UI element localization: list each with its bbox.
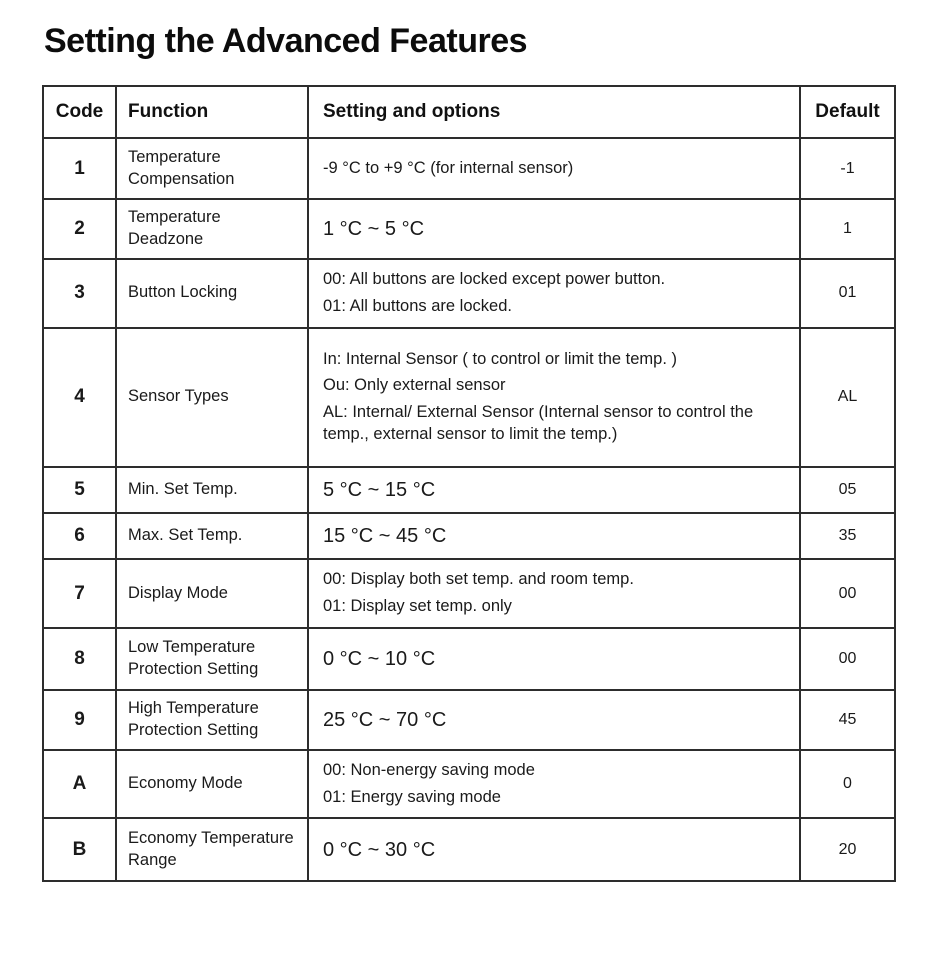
code-cell: B: [43, 818, 116, 881]
table-row: [43, 628, 895, 690]
option-line: 15 °C ~ 45 °C: [323, 524, 447, 547]
code-cell: 7: [43, 559, 116, 628]
option-line: 25 °C ~ 70 °C: [323, 708, 447, 731]
options-cell: [308, 690, 800, 750]
options-cell: [308, 750, 800, 819]
table-row: [43, 199, 895, 259]
table-body: [43, 138, 895, 881]
function-cell: High Temperature Protection Setting: [116, 690, 308, 750]
default-cell: 00: [800, 559, 895, 628]
default-cell: 1: [800, 199, 895, 259]
function-cell: Sensor Types: [116, 328, 308, 467]
options-cell: [308, 818, 800, 881]
function-cell: Max. Set Temp.: [116, 513, 308, 559]
options-cell: [308, 513, 800, 559]
option-line: In: Internal Sensor ( to control or limit the temp. ): [323, 349, 677, 368]
options-cell: [308, 138, 800, 199]
code-cell: 3: [43, 259, 116, 328]
table-row: [43, 467, 895, 513]
code-cell: 6: [43, 513, 116, 559]
table-row: [43, 259, 895, 328]
options-cell: [308, 559, 800, 628]
code-cell: 5: [43, 467, 116, 513]
option-line: -9 °C to +9 °C (for internal sensor): [323, 158, 574, 177]
options-cell: [308, 467, 800, 513]
code-cell: A: [43, 750, 116, 819]
table-row: [43, 559, 895, 628]
option-line: 1 °C ~ 5 °C: [323, 217, 425, 240]
default-cell: -1: [800, 138, 895, 199]
header-cell-setting-options: Setting and options: [308, 86, 800, 138]
default-cell: 0: [800, 750, 895, 819]
table-row: [43, 690, 895, 750]
default-cell: 35: [800, 513, 895, 559]
code-cell: 9: [43, 690, 116, 750]
options-cell: [308, 628, 800, 690]
default-cell: 01: [800, 259, 895, 328]
function-cell: Min. Set Temp.: [116, 467, 308, 513]
function-cell: Button Locking: [116, 259, 308, 328]
default-cell: 20: [800, 818, 895, 881]
options-cell: [308, 199, 800, 259]
option-line: 00: Non-energy saving mode: [323, 760, 535, 779]
advanced-features-table: [42, 85, 896, 882]
option-line: 01: Energy saving mode: [323, 787, 501, 806]
header-cell-default: Default: [800, 86, 895, 138]
default-cell: AL: [800, 328, 895, 467]
option-line: 5 °C ~ 15 °C: [323, 478, 436, 501]
option-line: AL: Internal/ External Sensor (Internal sensor to control the temp., external sensor to limit the temp.): [323, 403, 754, 443]
function-cell: Temperature Deadzone: [116, 199, 308, 259]
function-cell: Economy Mode: [116, 750, 308, 819]
code-cell: 2: [43, 199, 116, 259]
option-line: 00: All buttons are locked except power button.: [323, 270, 666, 288]
default-cell: 05: [800, 467, 895, 513]
table-row: [43, 818, 895, 881]
option-line: 0 °C ~ 10 °C: [323, 647, 436, 670]
option-line: 01: Display set temp. only: [323, 597, 512, 616]
options-cell: [308, 328, 800, 467]
header-cell-function: Function: [116, 86, 308, 138]
table-row: [43, 328, 895, 467]
option-line: 01: All buttons are locked.: [323, 296, 512, 315]
table-row: [43, 513, 895, 559]
default-cell: 00: [800, 628, 895, 690]
code-cell: 4: [43, 328, 116, 467]
code-cell: 1: [43, 138, 116, 199]
option-line: Ou: Only external sensor: [323, 376, 506, 395]
option-line: 0 °C ~ 30 °C: [323, 838, 436, 861]
table-row: [43, 138, 895, 199]
page-title: Setting the Advanced Features: [44, 22, 528, 60]
function-cell: Temperature Compensation: [116, 138, 308, 199]
table-header-row: [43, 86, 895, 138]
header-cell-code: Code: [43, 86, 116, 138]
code-cell: 8: [43, 628, 116, 690]
function-cell: Low Temperature Protection Setting: [116, 628, 308, 690]
options-cell: [308, 259, 800, 328]
table-row: [43, 750, 895, 819]
option-line: 00: Display both set temp. and room temp.: [323, 570, 634, 589]
default-cell: 45: [800, 690, 895, 750]
function-cell: Economy Temperature Range: [116, 818, 308, 881]
function-cell: Display Mode: [116, 559, 308, 628]
